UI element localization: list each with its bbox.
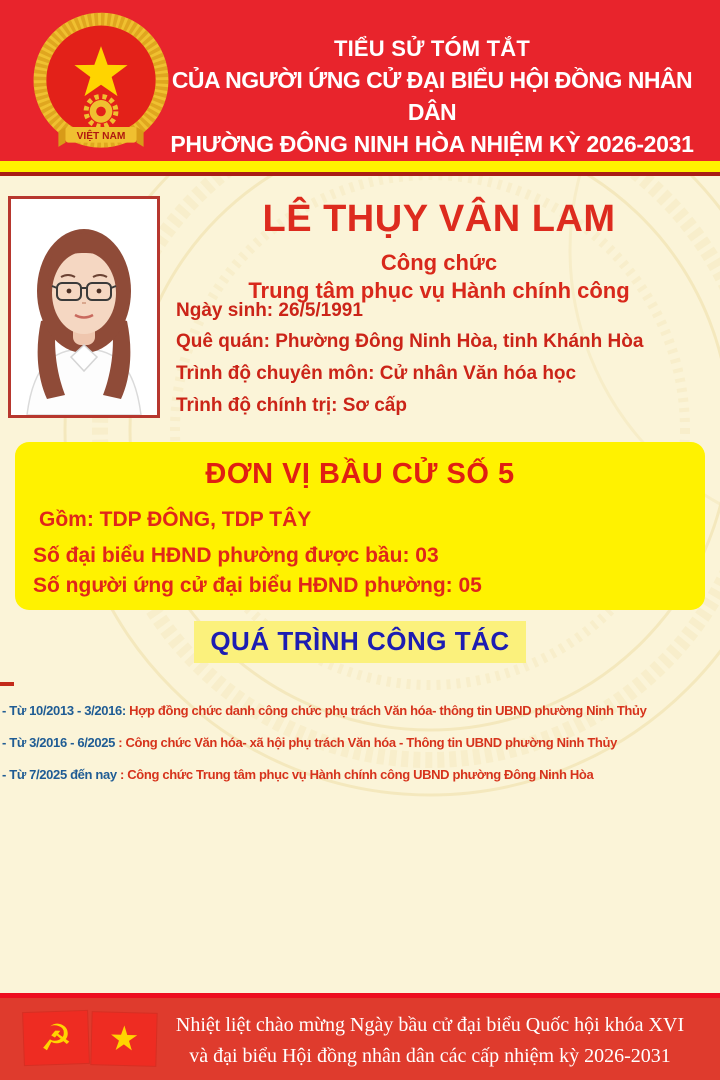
work-history-heading: QUÁ TRÌNH CÔNG TÁC (194, 621, 525, 663)
candidate-political-level: Trình độ chính trị: Sơ cấp (176, 395, 407, 416)
work-history-section (0, 621, 720, 663)
history-description: Hợp đồng chức danh công chức phụ trách Văn hóa- thông tin UBND phường Ninh Thủy (125, 703, 647, 718)
work-history-item (2, 767, 720, 782)
candidate-education: Trình độ chuyên môn: Cử nhân Văn hóa học (176, 363, 577, 384)
header-title-line1: TIỂU SỬ TÓM TẮT (333, 36, 530, 61)
emblem-label: VIỆT NAM (76, 131, 126, 143)
election-unit-title: ĐƠN VỊ BẦU CỬ SỐ 5 (205, 458, 515, 490)
red-divider-line (0, 172, 720, 176)
footer-slogan-line2: và đại biểu Hội đồng nhân dân các cấp nhiệm kỳ 2026-2031 (189, 1045, 671, 1067)
candidate-position: Công chức (380, 250, 498, 275)
header-title-line2: CỦA NGƯỜI ỨNG CỬ ĐẠI BIỂU HỘI ĐỒNG NHÂN DÂN (171, 67, 693, 125)
footer-slogan-line1: Nhiệt liệt chào mừng Ngày bầu cử đại biểu Quốc hội khóa XVI (175, 1014, 685, 1036)
hammer-sickle-flag-icon (23, 1011, 89, 1065)
history-period: - Từ 3/2016 - 6/2025 (2, 735, 115, 750)
candidate-hometown: Quê quán: Phường Đông Ninh Hòa, tinh Khánh Hòa (176, 331, 644, 352)
history-period: - Từ 10/2013 - 3/2016: (2, 703, 126, 718)
history-description: : Công chức Trung tâm phục vụ Hành chính công UBND phường Đông Ninh Hòa (116, 767, 594, 782)
history-period: - Từ 7/2025 đến nay (2, 767, 117, 782)
work-history-item (2, 735, 720, 750)
history-description: : Công chức Văn hóa- xã hội phụ trách Văn hóa - Thông tin UBND phường Ninh Thủy (114, 735, 617, 750)
header-banner (0, 0, 720, 161)
vietnam-flag-icon (91, 1012, 156, 1066)
candidate-photo (8, 196, 160, 418)
candidate-organization: Trung tâm phục vụ Hành chính công (248, 278, 630, 303)
work-history-item (2, 703, 720, 718)
election-unit-box (15, 442, 705, 610)
left-edge-dash (0, 682, 14, 686)
election-unit-seats: Số đại biểu HĐND phường được bầu: 03 (33, 544, 439, 567)
hammer-sickle-icon: ☭ (39, 1016, 73, 1059)
star-icon: ★ (108, 1019, 140, 1059)
election-unit-candidates: Số người ứng cử đại biểu HĐND phường: 05 (33, 574, 482, 597)
footer-banner (0, 998, 720, 1080)
header-title-line3: PHƯỜNG ĐÔNG NINH HÒA NHIỆM KỲ 2026-2031 (170, 131, 694, 157)
portrait-illustration (11, 199, 157, 415)
header-title-block (146, 34, 718, 160)
candidate-name: LÊ THỤY VÂN LAM (262, 198, 616, 240)
yellow-divider-stripe (0, 161, 720, 172)
candidate-birthdate: Ngày sinh: 26/5/1991 (176, 300, 363, 321)
election-unit-scope: Gồm: TDP ĐÔNG, TDP TÂY (39, 508, 312, 531)
footer-slogan (150, 1010, 710, 1072)
